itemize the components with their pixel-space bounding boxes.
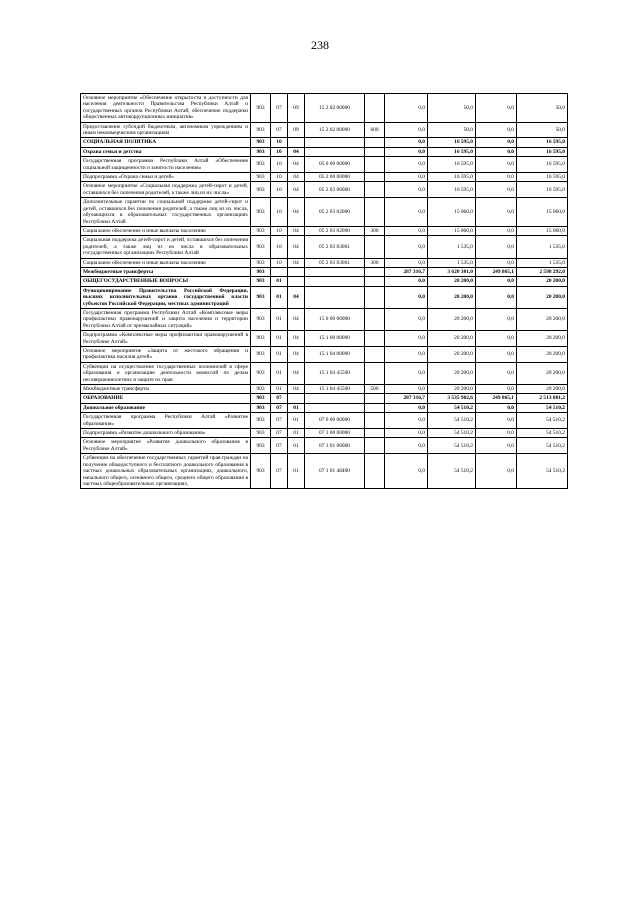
amount-col-1: 0,0 [385,122,428,138]
subsection-code: 04 [288,147,305,156]
target-article-code [305,147,365,156]
ved-code: 903 [251,258,271,267]
subsection-code: 01 [288,429,305,438]
target-article-code [305,394,365,403]
section-code: 07 [271,438,288,454]
table-row [81,362,568,384]
section-code: 10 [271,258,288,267]
target-article-code: 07 1 01 48400 [305,454,365,489]
subsection-code: 04 [288,258,305,267]
ved-code: 903 [251,147,271,156]
amount-col-2: 16 595,0 [428,157,476,173]
amount-col-3: 0,0 [476,331,517,347]
expense-type-code [365,286,385,308]
ved-code: 903 [251,347,271,363]
amount-col-2: 16 595,0 [428,182,476,198]
subsection-code: 04 [288,347,305,363]
row-name: Государственная программа Республики Алтай «Комплексные меры профилактики правонарушений и защита населения и территории Республики Алтай от чрезвычайных ситуаций» [81,308,251,330]
section-code: 01 [271,331,288,347]
table-row [81,277,568,286]
amount-col-2: 16 595,0 [428,147,476,156]
ved-code: 903 [251,157,271,173]
amount-col-3: 0,0 [476,138,517,147]
table-row [81,308,568,330]
amount-col-3: 0,0 [476,413,517,429]
subsection-code: 04 [288,157,305,173]
amount-col-3: 0,0 [476,308,517,330]
table-row [81,198,568,227]
amount-col-3: 0,0 [476,438,517,454]
amount-col-4: 50,0 [517,122,568,138]
subsection-code: 01 [288,454,305,489]
amount-col-2: 16 595,0 [428,173,476,182]
ved-code: 903 [251,122,271,138]
ved-code: 903 [251,138,271,147]
table-row [81,147,568,156]
amount-col-4: 50,0 [517,94,568,123]
amount-col-2: 1 535,0 [428,236,476,258]
target-article-code [305,277,365,286]
row-name: Дошкольное образование [81,403,251,412]
ved-code: 903 [251,267,271,276]
amount-col-4: 1 535,0 [517,236,568,258]
amount-col-2: 20 200,0 [428,286,476,308]
amount-col-2: 54 510,2 [428,403,476,412]
amount-col-4: 20 200,0 [517,362,568,384]
row-name: Основное мероприятие «Обеспечение открытости и доступности для населения деятельности Правительства Республики Алтай и государственных органов Республики Алтай, обеспечение поддержки общественных антикоррупционных инициатив» [81,94,251,123]
subsection-code: 09 [288,94,305,123]
amount-col-3: 0,0 [476,258,517,267]
amount-col-4: 16 595,0 [517,157,568,173]
subsection-code [288,394,305,403]
target-article-code: 15 1 04 00000 [305,347,365,363]
target-article-code: 15 2 02 00000 [305,122,365,138]
subsection-code: 04 [288,182,305,198]
row-name: Функционирование Правительства Российской Федерации, высших исполнительных органов государственной власти субъектов Российской Федерации, местных администраций [81,286,251,308]
amount-col-3: 0,0 [476,198,517,227]
ved-code: 903 [251,198,271,227]
subsection-code: 01 [288,413,305,429]
amount-col-1: 0,0 [385,385,428,394]
target-article-code [305,286,365,308]
section-code: 07 [271,403,288,412]
table-row [81,438,568,454]
amount-col-4: 2 513 801,2 [517,394,568,403]
amount-col-1: 0,0 [385,258,428,267]
amount-col-1: 0,0 [385,277,428,286]
ved-code: 903 [251,331,271,347]
amount-col-1: 0,0 [385,286,428,308]
expense-type-code [365,267,385,276]
table-row [81,385,568,394]
expense-type-code [365,157,385,173]
section-code: 07 [271,429,288,438]
expense-type-code [365,403,385,412]
row-name: Предоставление субсидий бюджетным, автономным учреждениям и иным некоммерческим организациям [81,122,251,138]
amount-col-1: 0,0 [385,331,428,347]
amount-col-4: 16 595,0 [517,182,568,198]
amount-col-1: 0,0 [385,429,428,438]
amount-col-1: 0,0 [385,454,428,489]
ved-code: 903 [251,308,271,330]
amount-col-4: 20 200,0 [517,347,568,363]
amount-col-3: 0,0 [476,122,517,138]
amount-col-3: 0,0 [476,236,517,258]
ved-code: 903 [251,454,271,489]
row-name: Подпрограмма «Охрана семьи и детей» [81,173,251,182]
table-row [81,138,568,147]
table-row [81,413,568,429]
ved-code: 903 [251,438,271,454]
section-code: 01 [271,362,288,384]
section-code: 10 [271,173,288,182]
amount-col-2: 50,0 [428,94,476,123]
amount-col-1: 0,0 [385,182,428,198]
section-code: 10 [271,182,288,198]
amount-col-1: 0,0 [385,413,428,429]
section-code: 10 [271,157,288,173]
amount-col-1: 0,0 [385,362,428,384]
amount-col-4: 2 598 292,0 [517,267,568,276]
amount-col-3: 0,0 [476,94,517,123]
amount-col-1: 0,0 [385,347,428,363]
expense-type-code [365,138,385,147]
table-row [81,173,568,182]
target-article-code: 15 0 00 00000 [305,308,365,330]
row-name: Социальное обеспечение и иные выплаты населению [81,258,251,267]
amount-col-4: 20 200,0 [517,286,568,308]
section-code: 07 [271,94,288,123]
table-row [81,429,568,438]
row-name: Дополнительные гарантии по социальной поддержке детей-сирот и детей, оставшихся без попечения родителей, а также лиц из их числа, обучающихся в образовательных государственных организациях Республики Алтай [81,198,251,227]
ved-code: 903 [251,226,271,235]
amount-col-2: 54 510,2 [428,429,476,438]
section-code: 07 [271,122,288,138]
expense-type-code: 500 [365,385,385,394]
section-code: 01 [271,277,288,286]
table-row [81,157,568,173]
amount-col-4: 16 595,0 [517,173,568,182]
amount-col-1: 0,0 [385,198,428,227]
row-name: ОБЩЕГОСУДАРСТВЕННЫЕ ВОПРОСЫ [81,277,251,286]
amount-col-3: 0,0 [476,182,517,198]
target-article-code [305,403,365,412]
table-row [81,394,568,403]
target-article-code: 07 0 00 00000 [305,413,365,429]
amount-col-2: 54 510,2 [428,413,476,429]
subsection-code [288,277,305,286]
budget-table [80,93,568,489]
amount-col-3: 0,0 [476,147,517,156]
expense-type-code: 600 [365,122,385,138]
amount-col-1: 0,0 [385,226,428,235]
ved-code: 903 [251,236,271,258]
ved-code: 903 [251,394,271,403]
subsection-code: 04 [288,331,305,347]
row-name: Субвенции на осуществление государственных полномочий в сфере образования и организацию деятельности комиссий по делам несовершеннолетних и защите их прав [81,362,251,384]
amount-col-4: 54 510,2 [517,403,568,412]
amount-col-3: 0,0 [476,385,517,394]
target-article-code: 05 0 00 00000 [305,157,365,173]
amount-col-1: 0,0 [385,94,428,123]
subsection-code: 04 [288,308,305,330]
amount-col-3: 0,0 [476,347,517,363]
table-row [81,258,568,267]
amount-col-2: 20 200,0 [428,385,476,394]
amount-col-2: 20 200,0 [428,347,476,363]
ved-code: 903 [251,362,271,384]
row-name: Социальное обеспечение и иные выплаты населению [81,226,251,235]
table-row [81,454,568,489]
amount-col-1: 0,0 [385,438,428,454]
amount-col-4: 20 200,0 [517,385,568,394]
target-article-code: 05 2 03 02000 [305,226,365,235]
subsection-code [288,138,305,147]
subsection-code: 04 [288,173,305,182]
ved-code: 903 [251,429,271,438]
amount-col-2: 16 595,0 [428,138,476,147]
target-article-code: 15 1 04 45500 [305,385,365,394]
section-code: 10 [271,198,288,227]
row-name: Субвенции на обеспечение государственных гарантий прав граждан на получение общедоступного и бесплатного дошкольного образования в частных дошкольных образовательных организациях, дошкольного, начального общего, основного общего, среднего общего образования в частных общеобразовательных организациях, [81,454,251,489]
amount-col-3: 0,0 [476,173,517,182]
amount-col-2: 20 200,0 [428,362,476,384]
amount-col-3: 249 865,1 [476,267,517,276]
section-code: 01 [271,347,288,363]
amount-col-3: 0,0 [476,286,517,308]
expense-type-code [365,454,385,489]
page-number: 238 [311,38,329,52]
amount-col-3: 0,0 [476,277,517,286]
amount-col-2: 20 200,0 [428,331,476,347]
ved-code: 903 [251,403,271,412]
table-row [81,94,568,123]
amount-col-3: 0,0 [476,454,517,489]
section-code: 01 [271,308,288,330]
amount-col-3: 249 865,1 [476,394,517,403]
amount-col-2: 15 060,0 [428,198,476,227]
target-article-code: 07 1 01 00000 [305,438,365,454]
row-name: Основное мероприятие «Защита от жестокого обращения и профилактика насилия детей» [81,347,251,363]
table-row [81,331,568,347]
target-article-code: 15 2 02 00000 [305,94,365,123]
target-article-code: 15 1 04 45500 [305,362,365,384]
subsection-code: 09 [288,122,305,138]
amount-col-2: 54 510,2 [428,438,476,454]
amount-col-2: 20 200,0 [428,308,476,330]
amount-col-2: 50,0 [428,122,476,138]
expense-type-code [365,277,385,286]
amount-col-1: 287 316,7 [385,394,428,403]
amount-col-1: 0,0 [385,147,428,156]
row-name: СОЦИАЛЬНАЯ ПОЛИТИКА [81,138,251,147]
section-code: 10 [271,147,288,156]
amount-col-4: 16 595,0 [517,138,568,147]
row-name: ОБРАЗОВАНИЕ [81,394,251,403]
expense-type-code [365,413,385,429]
row-name: Охрана семьи и детства [81,147,251,156]
subsection-code: 01 [288,403,305,412]
amount-col-4: 16 595,0 [517,147,568,156]
amount-col-1: 0,0 [385,308,428,330]
section-code: 10 [271,226,288,235]
amount-col-3: 0,0 [476,157,517,173]
amount-col-1: 287 316,7 [385,267,428,276]
row-name: Социальная поддержка детей-сирот и детей, оставшихся без попечения родителей, а также лиц из их числа в образовательных государственных организациях Республики Алтай [81,236,251,258]
section-code [271,267,288,276]
row-name: Государственная программа Республики Алтай «Развитие образования» [81,413,251,429]
amount-col-1: 0,0 [385,236,428,258]
subsection-code [288,267,305,276]
amount-col-4: 20 200,0 [517,277,568,286]
amount-col-1: 0,0 [385,173,428,182]
target-article-code: 05 2 03 03061 [305,258,365,267]
amount-col-1: 0,0 [385,138,428,147]
expense-type-code: 300 [365,226,385,235]
amount-col-4: 20 200,0 [517,331,568,347]
amount-col-2: 20 200,0 [428,277,476,286]
ved-code: 903 [251,385,271,394]
expense-type-code [365,198,385,227]
expense-type-code [365,347,385,363]
amount-col-4: 54 510,2 [517,438,568,454]
row-name: Подпрограмма «Развитие дошкольного образования» [81,429,251,438]
amount-col-2: 3 620 301,0 [428,267,476,276]
amount-col-3: 0,0 [476,226,517,235]
expense-type-code [365,236,385,258]
section-code: 01 [271,385,288,394]
row-name: Межбюджетные трансферты [81,267,251,276]
subsection-code: 04 [288,362,305,384]
table-row [81,286,568,308]
target-article-code: 05 2 00 00000 [305,173,365,182]
expense-type-code [365,308,385,330]
expense-type-code [365,362,385,384]
section-code: 01 [271,286,288,308]
expense-type-code [365,182,385,198]
table-row [81,347,568,363]
expense-type-code [365,147,385,156]
amount-col-2: 1 535,0 [428,258,476,267]
subsection-code: 04 [288,226,305,235]
expense-type-code [365,394,385,403]
amount-col-2: 54 510,2 [428,454,476,489]
ved-code: 903 [251,182,271,198]
target-article-code: 15 1 00 00000 [305,331,365,347]
section-code: 07 [271,413,288,429]
expense-type-code [365,429,385,438]
subsection-code: 04 [288,385,305,394]
subsection-code: 04 [288,236,305,258]
amount-col-4: 15 060,0 [517,198,568,227]
row-name: Основное мероприятие «Социальная поддержка детей-сирот и детей, оставшихся без попечения родителей, а также лиц из их числа» [81,182,251,198]
amount-col-4: 15 060,0 [517,226,568,235]
target-article-code: 05 2 03 02000 [305,198,365,227]
table-row [81,403,568,412]
expense-type-code: 300 [365,258,385,267]
subsection-code: 04 [288,286,305,308]
target-article-code [305,267,365,276]
section-code: 07 [271,454,288,489]
table-row [81,267,568,276]
table-row [81,182,568,198]
amount-col-4: 1 535,0 [517,258,568,267]
amount-col-3: 0,0 [476,362,517,384]
subsection-code: 01 [288,438,305,454]
amount-col-2: 15 060,0 [428,226,476,235]
section-code: 10 [271,138,288,147]
amount-col-1: 0,0 [385,403,428,412]
expense-type-code [365,94,385,123]
ved-code: 903 [251,94,271,123]
amount-col-3: 0,0 [476,403,517,412]
amount-col-4: 54 510,2 [517,454,568,489]
amount-col-2: 3 535 902,6 [428,394,476,403]
target-article-code [305,138,365,147]
amount-col-4: 54 510,2 [517,413,568,429]
amount-col-4: 54 510,2 [517,429,568,438]
target-article-code: 07 1 00 00000 [305,429,365,438]
amount-col-3: 0,0 [476,429,517,438]
section-code: 10 [271,236,288,258]
table-row [81,236,568,258]
row-name: Межбюджетные трансферты [81,385,251,394]
ved-code: 903 [251,277,271,286]
row-name: Государственная программа Республики Алтай «Обеспечение социальной защищенности и занятости населения» [81,157,251,173]
ved-code: 903 [251,286,271,308]
expense-type-code [365,173,385,182]
subsection-code: 04 [288,198,305,227]
amount-col-1: 0,0 [385,157,428,173]
row-name: Основное мероприятие «Развитие дошкольного образования в Республике Алтай» [81,438,251,454]
expense-type-code [365,331,385,347]
target-article-code: 05 2 03 00000 [305,182,365,198]
row-name: Подпрограмма «Комплексные меры профилактики правонарушений в Республике Алтай» [81,331,251,347]
ved-code: 903 [251,173,271,182]
target-article-code: 05 2 03 03061 [305,236,365,258]
expense-type-code [365,438,385,454]
amount-col-4: 20 200,0 [517,308,568,330]
section-code: 07 [271,394,288,403]
table-row [81,226,568,235]
ved-code: 903 [251,413,271,429]
table-row [81,122,568,138]
